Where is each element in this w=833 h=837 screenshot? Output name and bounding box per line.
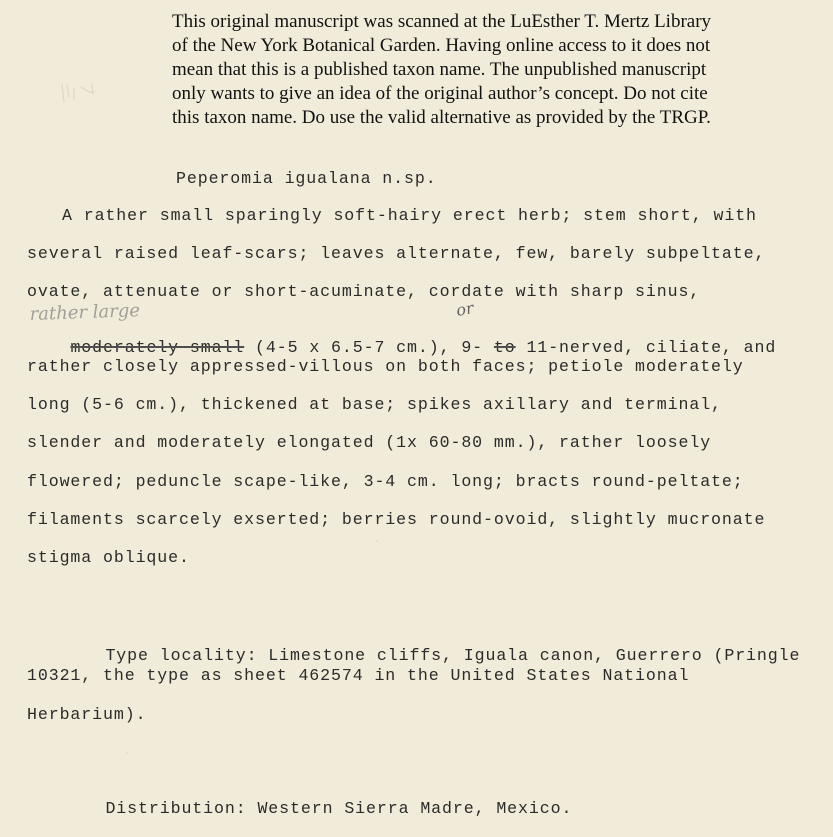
type-locality-line-3: Herbarium). — [27, 705, 147, 724]
description-line-4-part-1: (4-5 x 6.5-7 cm.), 9- — [244, 338, 494, 357]
distribution-value: Western Sierra Madre, Mexico. — [246, 799, 573, 818]
notice-line-5: this taxon name. Do use the valid alternative as provided by the TRGP. — [172, 107, 711, 128]
distribution-line — [62, 780, 572, 837]
paper-speck — [376, 540, 378, 542]
species-title: Peperomia igualana n.sp. — [176, 169, 437, 188]
distribution-label: Distribution: — [105, 799, 247, 818]
type-locality-line-2: 10321, the type as sheet 462574 in the United States National — [27, 666, 690, 685]
notice-line-1: This original manuscript was scanned at the LuEsther T. Mertz Library — [172, 11, 712, 32]
description-line-5: rather closely appressed-villous on both faces; petiole moderately — [27, 357, 744, 376]
description-line-9: filaments scarcely exserted; berries round-ovoid, slightly mucronate — [27, 510, 766, 529]
handwritten-or: or — [454, 298, 476, 320]
description-line-6: long (5-6 cm.), thickened at base; spikes axillary and terminal, — [27, 395, 722, 414]
notice-line-4: only wants to give an idea of the original author’s concept. Do not cite — [172, 83, 708, 104]
notice-line-2: of the New York Botanical Garden. Having online access to it does not — [172, 35, 711, 56]
type-locality-value: Limestone cliffs, Iguala canon, Guerrero (Pringle — [257, 646, 801, 665]
library-notice — [172, 10, 822, 130]
paper-speck — [126, 752, 128, 754]
faint-pencil-mark-icon — [56, 80, 110, 106]
description-line-8: flowered; peduncle scape-like, 3-4 cm. long; bracts round-peltate; — [27, 472, 744, 491]
description-line-3: ovate, attenuate or short-acuminate, cordate with sharp sinus, — [27, 282, 701, 301]
description-line-10: stigma oblique. — [27, 548, 190, 567]
type-locality-label: Type locality: — [105, 646, 258, 665]
struck-word-to: to — [493, 338, 516, 357]
description-line-7: slender and moderately elongated (1x 60-80 mm.), rather loosely — [27, 433, 712, 452]
handwritten-foster-large: rather large — [29, 300, 141, 325]
description-line-4-part-2: 11-nerved, ciliate, and — [515, 338, 777, 357]
description-line-2: several raised leaf-scars; leaves alternate, few, barely subpeltate, — [27, 244, 766, 263]
struck-phrase-moderately-small: moderately small — [70, 338, 245, 357]
notice-line-3: mean that this is a published taxon name. The unpublished manuscript — [172, 59, 707, 80]
description-line-1: A rather small sparingly soft-hairy erect herb; stem short, with — [62, 206, 757, 225]
